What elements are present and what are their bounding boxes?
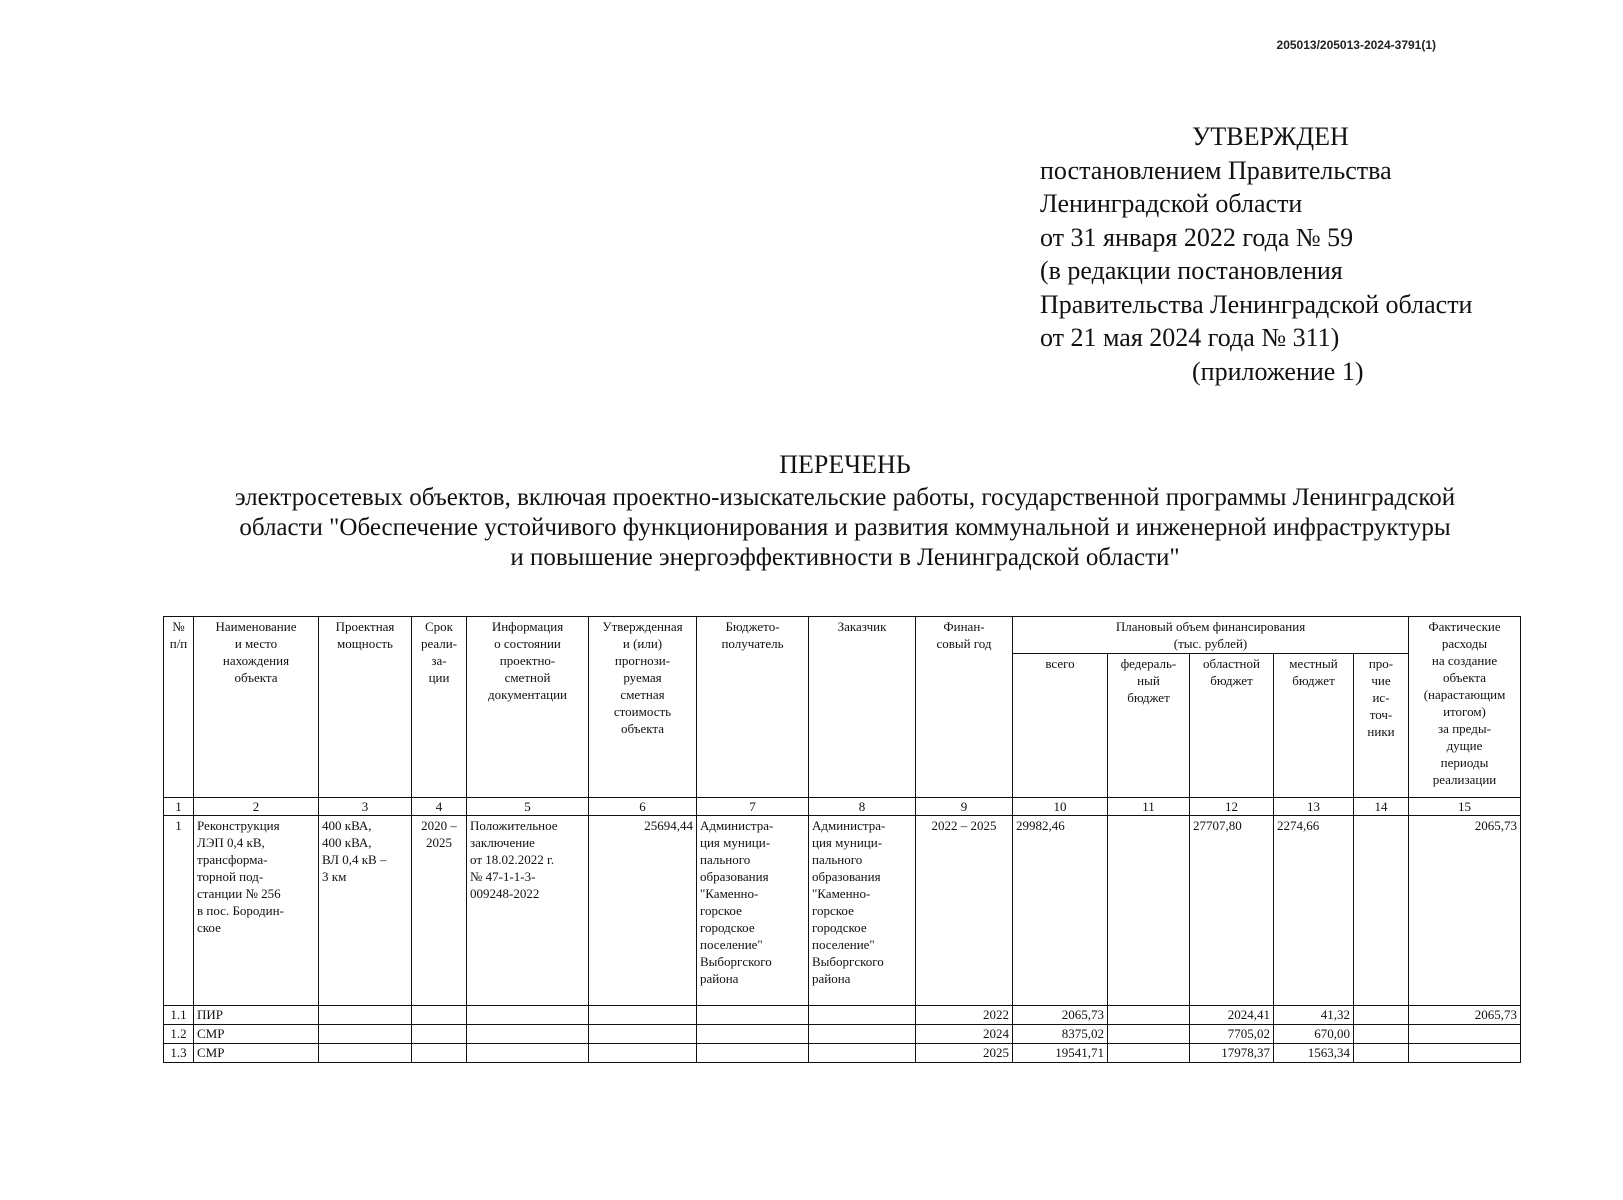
cell-total: 29982,46 [1013,816,1108,1006]
cell-regional: 2024,41 [1190,1006,1274,1025]
cell-regional: 27707,80 [1190,816,1274,1006]
cell-no: 1.1 [164,1006,194,1025]
cell-fin-year: 2022 [916,1006,1013,1025]
cell-empty [1354,1025,1409,1044]
registration-number: 205013/205013-2024-3791(1) [1276,38,1436,52]
cell-regional: 7705,02 [1190,1025,1274,1044]
cell-empty [1108,1025,1190,1044]
cell-fin-year: 2022 – 2025 [916,816,1013,1006]
cell-empty [467,1044,589,1063]
cell-no: 1.2 [164,1025,194,1044]
header-name: Наименование и место нахождения объекта [194,617,319,798]
approval-line: Ленинградской области [1040,189,1303,218]
approval-line: от 31 января 2022 года № 59 [1040,222,1354,252]
cell-docs: Положительное заключение от 18.02.2022 г. № 47-1-1-3- 009248-2022 [467,816,589,1006]
document-heading [160,450,1530,573]
cell-total: 19541,71 [1013,1044,1108,1063]
cell-empty [809,1044,916,1063]
heading-line: и повышение энергоэффективности в Ленинградской области" [510,544,1180,571]
table-row [164,816,1521,1006]
cell-empty [697,1044,809,1063]
cell-cost: 25694,44 [589,816,697,1006]
approval-appendix: (приложение 1) [1192,356,1364,386]
cell-empty [589,1044,697,1063]
cell-empty [1108,1006,1190,1025]
column-number: 15 [1409,798,1521,816]
cell-empty [467,1025,589,1044]
column-number: 1 [164,798,194,816]
cell-empty [319,1006,412,1025]
cell-empty [1108,1044,1190,1063]
column-number: 11 [1108,798,1190,816]
cell-empty [1354,1006,1409,1025]
cell-empty [589,1006,697,1025]
column-number: 14 [1354,798,1409,816]
table-row [164,1044,1521,1063]
cell-empty [412,1025,467,1044]
header-recipient: Бюджето- получатель [697,617,809,798]
cell-fin-year: 2024 [916,1025,1013,1044]
table-header-row [164,617,1521,654]
cell-local: 41,32 [1274,1006,1354,1025]
header-no: № п/п [164,617,194,798]
cell-local: 2274,66 [1274,816,1354,1006]
table-row [164,1025,1521,1044]
cell-actual [1409,1025,1521,1044]
cell-term: 2020 – 2025 [412,816,467,1006]
column-number: 5 [467,798,589,816]
objects-table [163,616,1521,1063]
column-numbers-row [164,798,1521,816]
cell-empty [412,1006,467,1025]
column-number: 3 [319,798,412,816]
cell-empty [1354,1044,1409,1063]
cell-name: СМР [194,1044,319,1063]
cell-recipient: Администра- ция муници- пального образования "Каменно- горское городское поселение" Выборгского района [697,816,809,1006]
cell-no: 1.3 [164,1044,194,1063]
header-cost: Утвержденная и (или) прогнози- руемая сметная стоимость объекта [589,617,697,798]
header-term: Срок реали- за- ции [412,617,467,798]
cell-empty [697,1025,809,1044]
header-docs: Информация о состоянии проектно- сметной документации [467,617,589,798]
cell-empty [697,1006,809,1025]
cell-regional: 17978,37 [1190,1044,1274,1063]
cell-empty [589,1025,697,1044]
cell-empty [809,1025,916,1044]
header-total: всего [1013,654,1108,798]
cell-empty [319,1025,412,1044]
column-number: 12 [1190,798,1274,816]
column-number: 13 [1274,798,1354,816]
heading-line: области "Обеспечение устойчивого функционирования и развития коммунальной и инженерной инфраструктуры [239,514,1451,541]
header-regional: областной бюджет [1190,654,1274,798]
column-number: 9 [916,798,1013,816]
cell-local: 1563,34 [1274,1044,1354,1063]
column-number: 6 [589,798,697,816]
cell-name: Реконструкция ЛЭП 0,4 кВ, трансформа- торной под- станции № 256 в пос. Бородин- ское [194,816,319,1006]
column-number: 8 [809,798,916,816]
cell-no: 1 [164,816,194,1006]
approval-title: УТВЕРЖДЕН [1192,122,1349,151]
cell-empty [319,1044,412,1063]
cell-empty [467,1006,589,1025]
cell-customer: Администра- ция муници- пального образования "Каменно- горское городское поселение" Выборгского района [809,816,916,1006]
cell-local: 670,00 [1274,1025,1354,1044]
heading-title: ПЕРЕЧЕНЬ [779,450,911,479]
header-planned: Плановый объем финансирования (тыс. рублей) [1013,617,1409,654]
column-number: 2 [194,798,319,816]
cell-name: ПИР [194,1006,319,1025]
approval-line: от 21 мая 2024 года № 311) [1040,323,1340,352]
header-fin-year: Финан- совый год [916,617,1013,798]
cell-empty [412,1044,467,1063]
cell-name: СМР [194,1025,319,1044]
header-federal: федераль- ный бюджет [1108,654,1190,798]
cell-total: 2065,73 [1013,1006,1108,1025]
cell-fin-year: 2025 [916,1044,1013,1063]
table-row [164,1006,1521,1025]
approval-line: постановлением Правительства [1040,155,1392,185]
approval-line: (в редакции постановления [1040,256,1343,285]
cell-other [1354,816,1409,1006]
header-customer: Заказчик [809,617,916,798]
cell-capacity: 400 кВА, 400 кВА, ВЛ 0,4 кВ – 3 км [319,816,412,1006]
approval-block [1040,120,1472,388]
cell-total: 8375,02 [1013,1025,1108,1044]
header-other: про- чие ис- точ- ники [1354,654,1409,798]
header-local: местный бюджет [1274,654,1354,798]
heading-line: электросетевых объектов, включая проектно-изыскательские работы, государственной программы Ленинградской [234,484,1456,511]
header-capacity: Проектная мощность [319,617,412,798]
cell-actual [1409,1044,1521,1063]
column-number: 4 [412,798,467,816]
cell-actual: 2065,73 [1409,816,1521,1006]
column-number: 7 [697,798,809,816]
cell-federal [1108,816,1190,1006]
approval-line: Правительства Ленинградской области [1040,289,1473,319]
cell-empty [809,1006,916,1025]
cell-actual: 2065,73 [1409,1006,1521,1025]
column-number: 10 [1013,798,1108,816]
header-actual: Фактические расходы на создание объекта (нарастающим итогом) за преды- дущие периоды реализации [1409,617,1521,798]
